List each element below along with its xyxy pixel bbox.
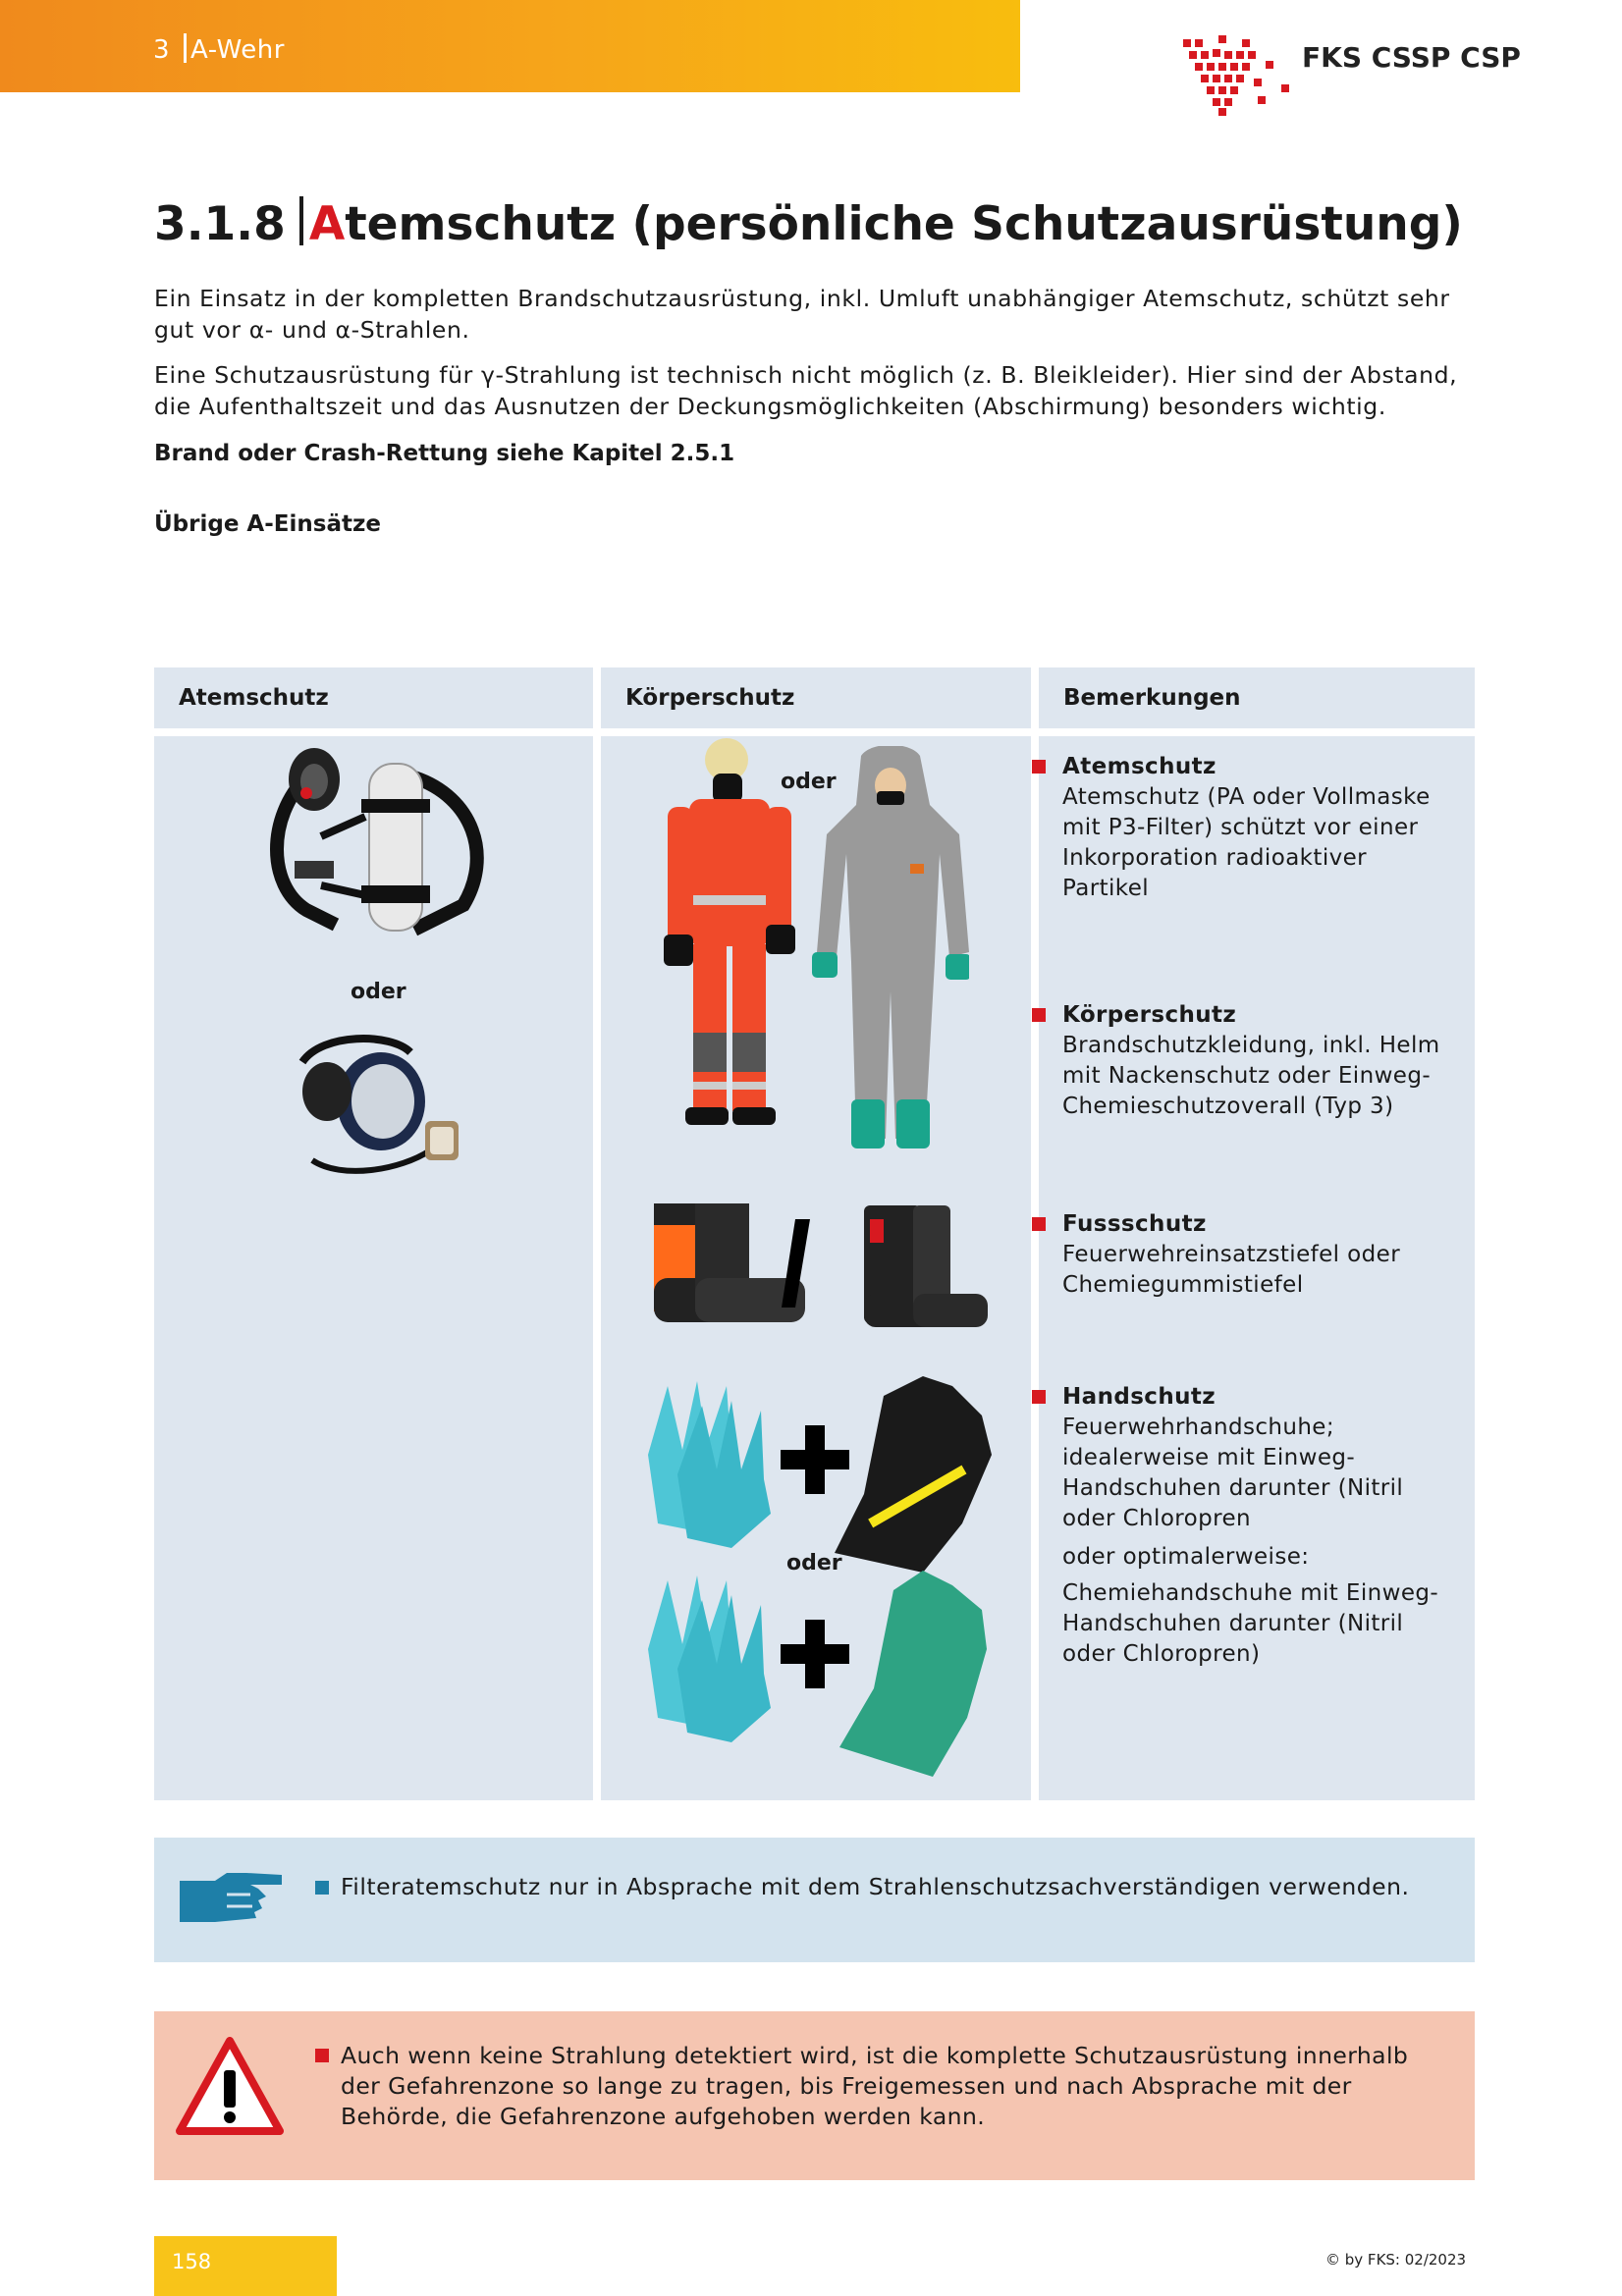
section-number: 3.1.8	[154, 197, 286, 251]
chapter-title: A-Wehr	[190, 35, 285, 65]
remark-text: Brandschutzkleidung, inkl. Helm mit Nackenschutz oder Einweg-Chemieschutzoverall (Typ 3)	[1062, 1033, 1440, 1119]
remark-title: Handschutz	[1062, 1382, 1455, 1413]
subheading: Übrige A-Einsätze	[154, 511, 381, 537]
warning-triangle-icon	[176, 2037, 284, 2135]
chapter-separator	[184, 33, 187, 63]
remark-koerperschutz	[1062, 1000, 1455, 1122]
warning-text: Auch wenn keine Strahlung detektiert wird, ist die komplette Schutzausrüstung innerhalb der Gefahrenzone so lange zu tragen, bis Freigemessen und nach Absprache mit der Behörde, die Gefahrenzone aufgehoben werden kann.	[341, 2041, 1431, 2132]
remark-handschutz	[1062, 1382, 1455, 1670]
gloves-fire-icon	[628, 1376, 1001, 1573]
intro-paragraph-1: Ein Einsatz in der kompletten Brandschutzausrüstung, inkl. Umluft unabhängiger Atemschutz, schützt sehr gut vor α- und α-Strahlen.	[154, 285, 1450, 344]
breathing-apparatus-icon	[267, 738, 518, 964]
oder-label-handschutz: oder	[786, 1551, 842, 1575]
intro-paragraph-2: Eine Schutzausrüstung für γ-Strahlung ist technisch nicht möglich (z. B. Bleikleider). Hier sind der Abstand, die Aufenthaltszeit und das Ausnutzen der Deckungsmöglichkeiten (Abschirmung) besonders wichtig.	[154, 361, 1458, 420]
oder-label-atemschutz: oder	[351, 980, 406, 1004]
note-text: Filteratemschutz nur in Absprache mit dem Strahlenschutzsachverständigen verwenden.	[341, 1873, 1410, 1900]
remark-text-optimal: Chemiehandschuhe mit Einweg-Handschuhen darunter (Nitril oder Chloropren)	[1062, 1580, 1439, 1667]
gloves-chemical-icon	[628, 1571, 1001, 1777]
remark-atemschutz	[1062, 752, 1455, 904]
copyright: © by FKS: 02/2023	[1325, 2251, 1467, 2269]
title-rest: temschutz (persönliche Schutzausrüstung)	[345, 197, 1463, 251]
remark-fussschutz	[1062, 1209, 1455, 1301]
title-separator	[299, 196, 303, 245]
brand-name: FKS CSSP CSP	[1302, 41, 1521, 74]
boots-icon	[648, 1200, 992, 1337]
chapter-number: 3	[153, 35, 171, 65]
fks-logo-icon	[1183, 35, 1301, 114]
header-bemerkungen: Bemerkungen	[1039, 667, 1475, 728]
remark-title: Fussschutz	[1062, 1209, 1455, 1240]
remark-title: Atemschutz	[1062, 752, 1455, 782]
title-first-letter: A	[308, 197, 346, 251]
remark-text-alt: oder optimalerweise:	[1062, 1544, 1310, 1570]
page-number: 158	[172, 2250, 212, 2273]
remark-text: Feuerwehrhandschuhe; idealerweise mit Einweg-Handschuhen darunter (Nitril oder Chloropren	[1062, 1415, 1404, 1531]
header-atemschutz: Atemschutz	[154, 667, 593, 728]
chemical-suit-icon	[812, 746, 969, 1153]
info-note	[154, 1838, 1475, 1962]
full-face-mask-icon	[283, 1033, 471, 1175]
remark-title: Körperschutz	[1062, 1000, 1455, 1031]
warning-note	[154, 2011, 1475, 2180]
chapter-reference: Brand oder Crash-Rettung siehe Kapitel 2.5.1	[154, 441, 735, 466]
pointing-hand-icon	[176, 1867, 284, 1926]
page-title	[154, 196, 1463, 251]
fire-suit-icon	[650, 738, 797, 1131]
remark-text: Atemschutz (PA oder Vollmaske mit P3-Filter) schützt vor einer Inkorporation radioaktiver Partikel	[1062, 784, 1431, 901]
header-koerperschutz: Körperschutz	[601, 667, 1031, 728]
chapter-label	[153, 33, 285, 65]
oder-label-koerperschutz: oder	[781, 770, 837, 794]
remark-text: Feuerwehreinsatzstiefel oder Chemiegummistiefel	[1062, 1242, 1401, 1298]
page-number-box	[154, 2236, 337, 2296]
chapter-header-bar	[0, 0, 1020, 92]
